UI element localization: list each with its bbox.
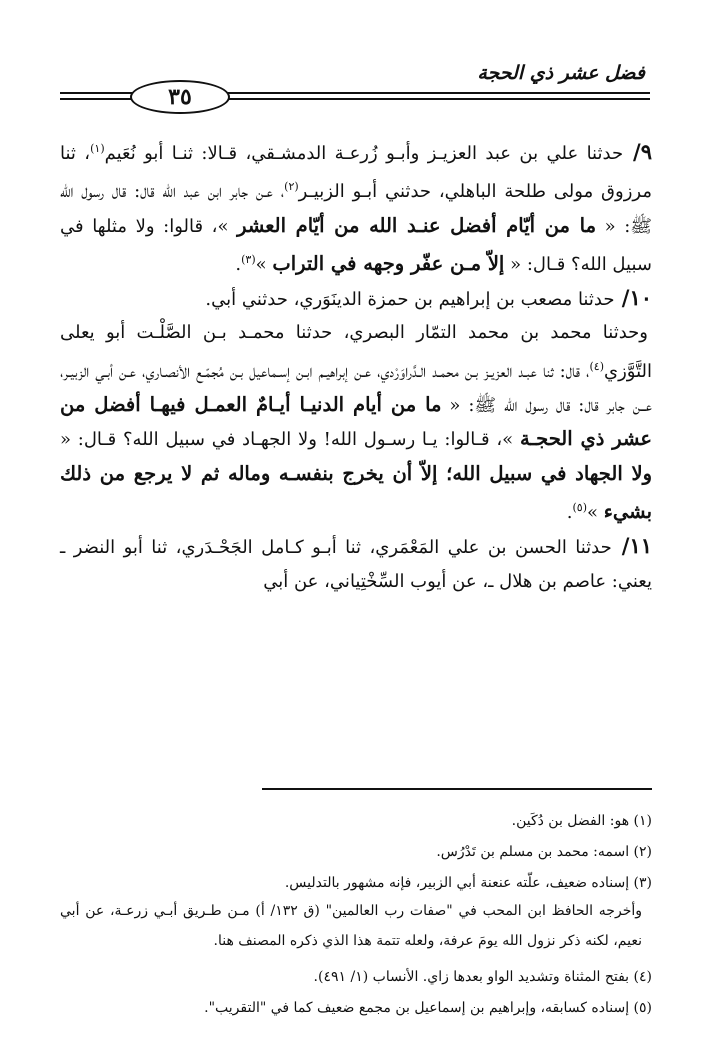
paragraph bbox=[60, 281, 652, 316]
running-title: فضل عشر ذي الحجة bbox=[477, 62, 645, 84]
footnote: (١) هو: الفضل بن دُكَين. bbox=[511, 813, 652, 829]
text-run: حدثنا مصعب بن إبراهيم بن حمزة الدينَوَري، حدثني أبي. bbox=[205, 289, 615, 311]
paragraph bbox=[60, 132, 652, 281]
footnotes bbox=[60, 812, 652, 1018]
footnote: (٥) إسناده كسابقه، وإبراهيم بن إسماعيل بن مجمع ضعيف كما في "التقريب". bbox=[204, 1000, 652, 1016]
text-run: وحدثنا محمد بن محمد التمّار البصري، حدثنا محمـد بـن الصَّلْـت أبو يعلى التَّوَّزي bbox=[60, 322, 652, 382]
footnote: (٣) إسناده ضعيف، علّته عنعنة أبي الزبير، فإنه مشهور بالتدليس. bbox=[284, 875, 652, 891]
footnote: وأخرجه الحافظ ابن المحب في "صفات رب العالمين" (ق ١٣٢/ أ) مـن طـريق أبـي زرعـة، عن أبي نعيم، لكنه ذكر نزول الله يومَ عرفة، ولعله تتمة هذا الذي ذكره المصنف هنا. bbox=[60, 903, 642, 949]
footnote-separator bbox=[262, 788, 652, 790]
text-run: حدثنا علي بن عبد العزيـز وأبـو زُرعـة الدمشـقي، قـالا: ثنـا أبو نُعَيم bbox=[104, 143, 624, 164]
page-header bbox=[0, 52, 707, 112]
text-run: حدثنا الحسن بن علي المَعْمَري، ثنا أبـو كـامل الجَحْـدَري، ثنا أبو النضر ـ يعني: عاصم بن هلال ـ، عن أيوب السِّخْتِياني، عن أبي bbox=[60, 537, 652, 592]
hadith-matn: إلاّ مـن عفّر وجهه في التراب bbox=[272, 251, 505, 275]
hadith-number: ١٠/ bbox=[614, 285, 652, 311]
text-run: » bbox=[587, 501, 604, 523]
footnote-ref: (٥) bbox=[572, 500, 588, 514]
text-run: . bbox=[235, 253, 242, 275]
footnote-ref: (٣) bbox=[241, 252, 256, 266]
hadith-number: ١١/ bbox=[611, 533, 652, 559]
text-run: . bbox=[566, 501, 573, 523]
text-run: ، عـن جابر ابن عبد الله قال: قال رسول الله ﷺ: « bbox=[60, 181, 653, 237]
hadith-number: ٩/ bbox=[623, 139, 652, 164]
main-text bbox=[60, 132, 652, 598]
text-run: »، قالوا: ولا مثلها في سبيل الله؟ قـال: « bbox=[60, 215, 652, 275]
text-run: »، قـالوا: يـا رسـول الله! ولا الجهـاد في سبيل الله؟ قـال: « bbox=[60, 429, 520, 451]
hadith-matn: ما من أيام الدنيـا أيـامٌ العمـل فيهـا أفضل من عشر ذي الحجـة bbox=[60, 393, 652, 451]
hadith-matn: ما من أيّام أفضل عنـد الله من أيّام العشر bbox=[237, 213, 597, 237]
footnote: (٢) اسمه: محمد بن مسلم بن تَدْرُس. bbox=[436, 844, 652, 860]
footnote-ref: (١) bbox=[90, 142, 105, 155]
paragraph bbox=[60, 316, 652, 529]
footnote: (٤) بفتح المثناة وتشديد الواو بعدها زاي. الأنساب (١/ ٤٩١). bbox=[313, 969, 652, 985]
text-run: ، قال: ثنا عبـد العزيـز بـن محمـد الـدَّراوَرْدي، عـن إبراهيـم ابـن إسـماعيل بـن مُجمّـع الأنصـاري، عـن أبـي الزبيـر، عــن جابر قال: قال رسول الله ﷺ: « bbox=[60, 360, 652, 417]
footnote-ref: (٤) bbox=[589, 359, 604, 373]
text-run: » bbox=[255, 253, 273, 275]
hadith-matn: ولا الجهاد في سبيل الله؛ إلاّ أن يخرج بنفسـه وماله ثم لا يرجع من ذلك بشيء bbox=[60, 461, 652, 523]
paragraph bbox=[60, 529, 652, 598]
text-run: ، ثنا مرزوق مولى طلحة الباهلي، حدثني أبـو الزبيـر bbox=[60, 143, 652, 203]
footnote-ref: (٢) bbox=[284, 180, 299, 194]
page-number: ٣٥ bbox=[130, 80, 230, 114]
